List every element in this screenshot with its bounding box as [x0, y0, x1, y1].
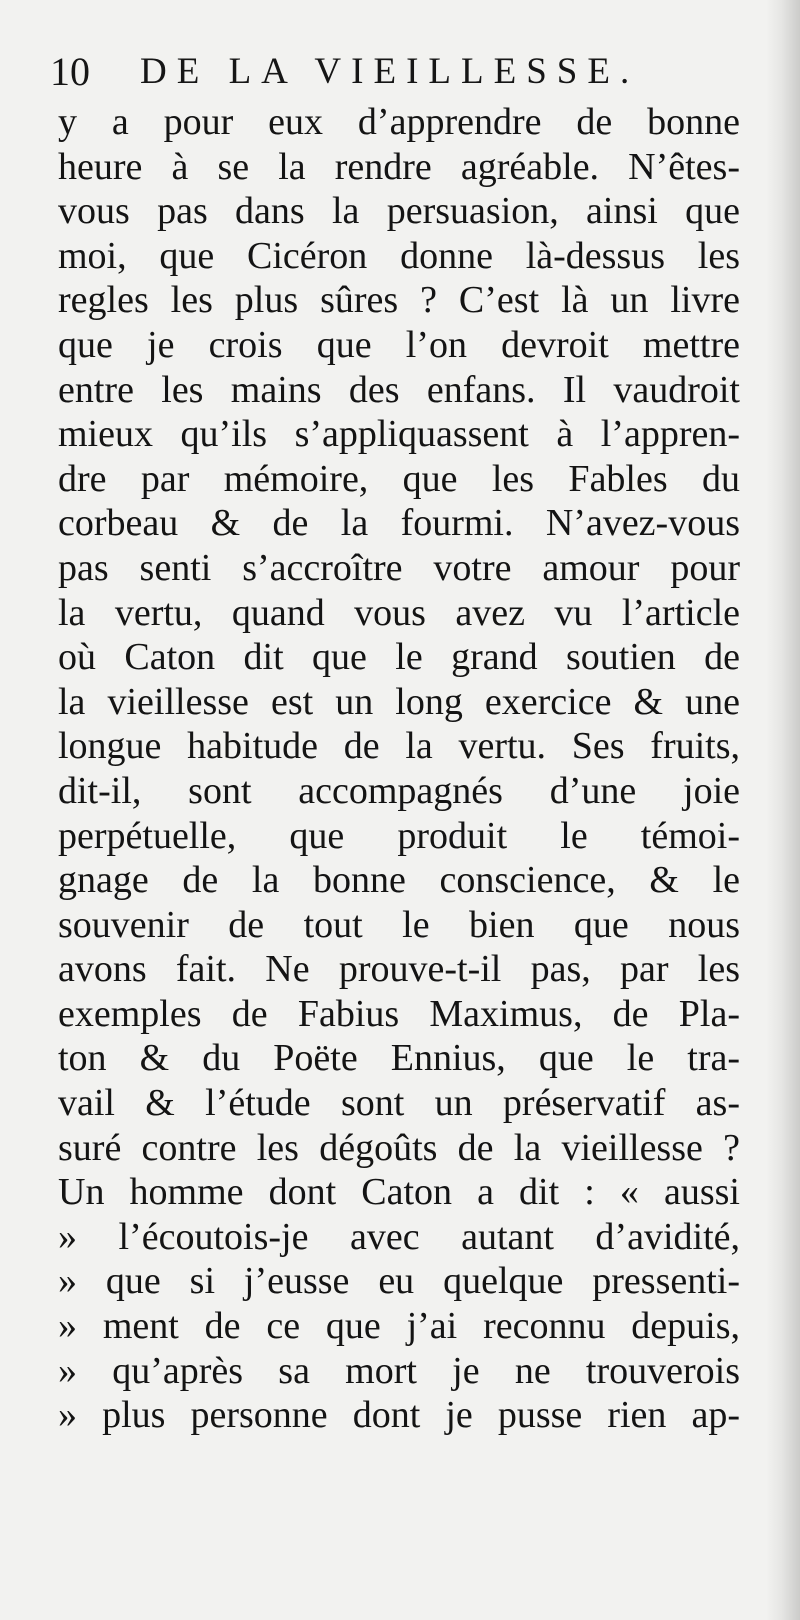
text-line: dre par mémoire, que les Fables du [58, 457, 740, 500]
page-number: 10 [50, 49, 90, 94]
text-line: la vertu, quand vous avez vu l’article [58, 591, 740, 634]
text-line: où Caton dit que le grand soutien de [58, 636, 740, 679]
quoted-line: » qu’après sa mort je ne trouverois [58, 1349, 740, 1392]
text-line: avons fait. Ne prouve-t-il pas, par les [58, 948, 740, 991]
text-line: vous pas dans la persuasion, ainsi que [58, 190, 740, 233]
quoted-line: » l’écoutois-je avec autant d’avidité, [58, 1215, 740, 1258]
text-line: vail & l’étude sont un préservatif as- [58, 1082, 740, 1125]
text-line: corbeau & de la fourmi. N’avez-vous [58, 502, 740, 545]
quoted-line: » ment de ce que j’ai reconnu depuis, [58, 1305, 740, 1348]
page-header [50, 50, 750, 94]
text-line: regles les plus sûres ? C’est là un livre [58, 279, 740, 322]
quoted-line: » que si j’eusse eu quelque pressenti- [58, 1260, 740, 1303]
running-title: DE LA VIEILLESSE. [140, 51, 640, 92]
text-line: Un homme dont Caton a dit : « aussi [58, 1171, 740, 1214]
text-line: exemples de Fabius Maximus, de Pla- [58, 992, 740, 1035]
text-line: gnage de la bonne conscience, & le [58, 859, 740, 902]
text-line: dit-il, sont accompagnés d’une joie [58, 769, 740, 812]
text-line: la vieillesse est un long exercice & une [58, 680, 740, 723]
text-line: y a pour eux d’apprendre de bonne [58, 101, 740, 143]
text-line: souvenir de tout le bien que nous [58, 903, 740, 946]
text-line: moi, que Cicéron donne là-dessus les [58, 234, 740, 277]
text-line: longue habitude de la vertu. Ses fruits, [58, 725, 740, 768]
text-line: suré contre les dégoûts de la vieillesse ? [58, 1126, 740, 1169]
text-line: entre les mains des enfans. Il vaudroit [58, 368, 740, 411]
text-line: ton & du Poëte Ennius, que le tra- [58, 1037, 740, 1080]
text-line: pas senti s’accroître votre amour pour [58, 546, 740, 589]
text-line: que je crois que l’on devroit mettre [58, 323, 740, 366]
quoted-line: » plus personne dont je pusse rien ap- [58, 1394, 740, 1437]
text-line: perpétuelle, que produit le témoi- [58, 814, 740, 857]
body-text [58, 100, 740, 1438]
gutter-shadow [766, 0, 800, 1620]
text-line: heure à se la rendre agréable. N’êtes- [58, 145, 740, 188]
text-line: mieux qu’ils s’appliquassent à l’appren- [58, 413, 740, 456]
